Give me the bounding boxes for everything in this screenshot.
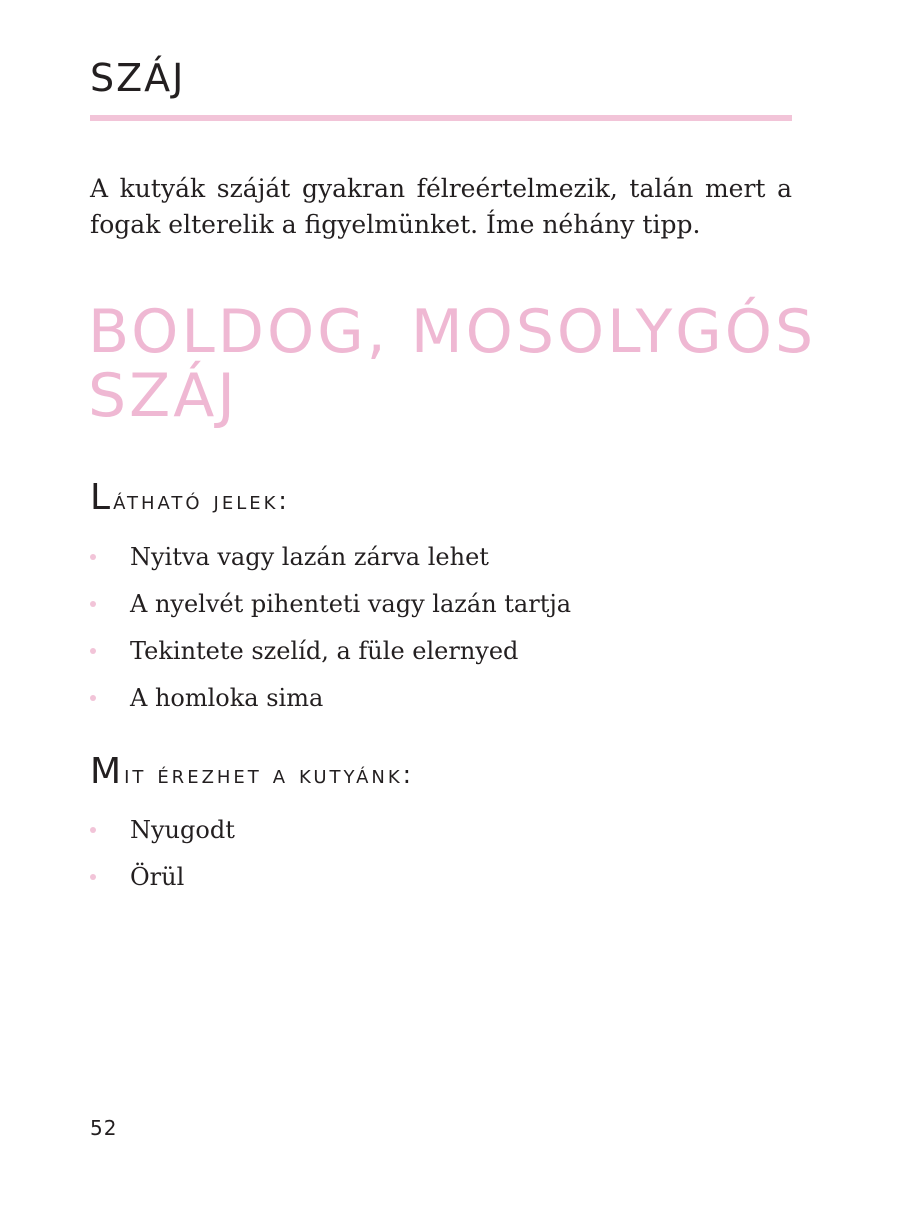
bullet-icon	[90, 695, 96, 701]
list-item	[90, 683, 790, 730]
feelings-heading-initial: M	[90, 751, 125, 792]
list-item	[90, 589, 790, 636]
intro-paragraph: A kutyák száját gyakran félreértelmezik, talán mert a fogak elterelik a figyelmünket. Íme néhány tipp.	[90, 174, 792, 239]
list-item	[90, 636, 790, 683]
feelings-list	[90, 815, 790, 909]
list-item-text: Tekintete szelíd, a füle elernyed	[130, 637, 519, 665]
bullet-icon	[90, 554, 96, 560]
list-item-text: A nyelvét pihenteti vagy lazán tartja	[130, 590, 572, 618]
visible-signs-heading-initial: L	[90, 477, 114, 518]
visible-signs-list	[90, 542, 790, 730]
bullet-icon	[90, 601, 96, 607]
page-number: 52	[90, 1116, 118, 1140]
visible-signs-heading	[90, 478, 290, 521]
list-item	[90, 542, 790, 589]
list-item	[90, 862, 790, 909]
main-heading: BOLDOG, MOSOLYGÓS SZÁJ	[88, 297, 817, 431]
feelings-heading-rest: it érezhet a kutyánk:	[124, 760, 415, 789]
bullet-icon	[90, 874, 96, 880]
bullet-icon	[90, 827, 96, 833]
list-item-text: Örül	[130, 863, 185, 891]
list-item-text: A homloka sima	[130, 684, 324, 712]
title-underline	[90, 115, 792, 121]
bullet-icon	[90, 648, 96, 654]
feelings-heading	[90, 752, 414, 795]
section-title: SZÁJ	[90, 56, 186, 100]
list-item	[90, 815, 790, 862]
visible-signs-heading-rest: átható jelek:	[113, 486, 290, 515]
list-item-text: Nyitva vagy lazán zárva lehet	[130, 543, 489, 571]
list-item-text: Nyugodt	[130, 816, 235, 844]
